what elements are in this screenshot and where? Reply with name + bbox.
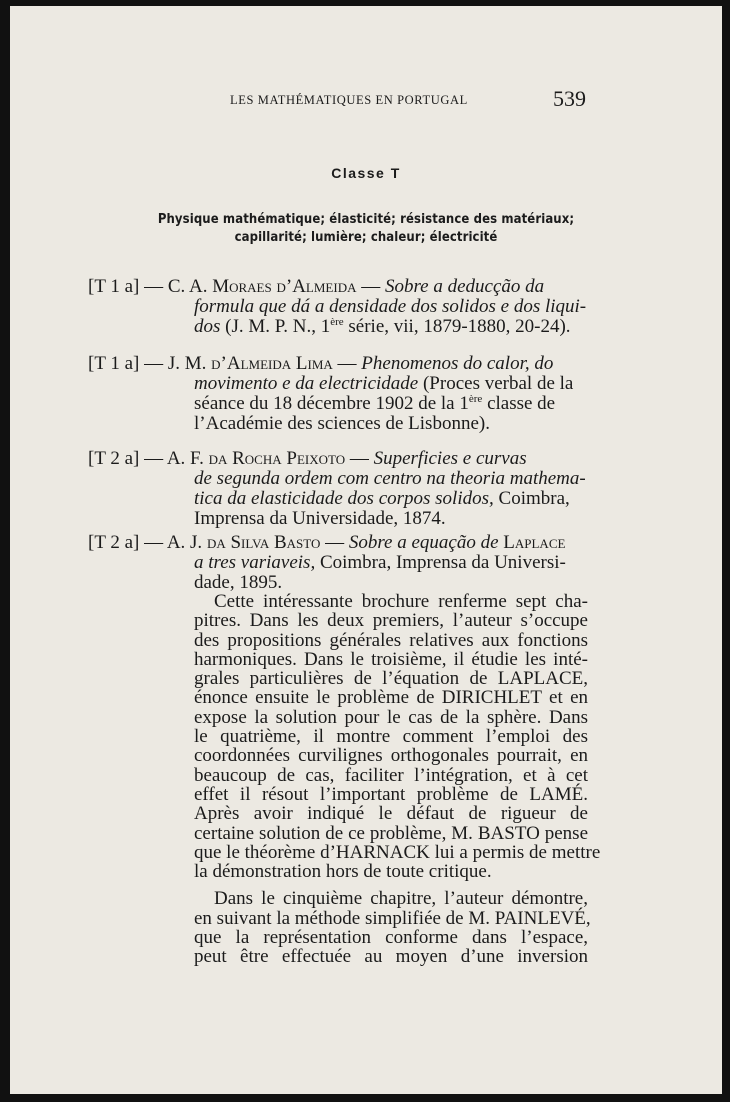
entry-3-continuation: de segunda ordem com centro na theoria mathema- tica da elasticidade dos corpos solidos, Coimbra, Imprensa da Universidade, 1874. <box>194 468 586 529</box>
subtitle-line-2: capillarité; lumière; chaleur; électricité <box>234 230 498 245</box>
subtitle-line-1: Physique mathématique; élasticité; résistance des matériaux; <box>157 212 575 227</box>
running-title: LES MATHÉMATIQUES EN PORTUGAL <box>230 93 468 107</box>
review-text <box>194 591 601 968</box>
entry-label: [T 1 a] <box>88 353 140 374</box>
entry-publication: (J. M. P. N., 1 <box>220 316 331 337</box>
book-page <box>10 6 722 1094</box>
page-content: LES MATHÉMATIQUES EN PORTUGAL 539 Classe T Physique mathématique; élasticité; résistance des matériaux; capillarité; lumière; chaleur; électricité [T 1 a] — C. A. Moraes d’Almeida — Sobre a deducção da formula que dá a densidade dos solidos e dos liqui- dos (J. M. P. N., 1ère série, vii, 1879-1880, 20-24). [T 1 a] — J. M. d’Almeida Lima — Phenomenos do calor, do movimento e da electricidade (Proces verbal de la séance du 18 décembre 1902 de la 1ère classe de l’Académie des sciences de Lisbonne). [T 2 a] — A. F. da Rocha Peixoto — Superficies e curvas de segunda ordem com centro na theoria mathema- tica da elasticidade dos corpos solidos, Coimbra, Imprensa da Universidade, 1874. [T 2 a] — A. J. da Silva Basto — Sobre a equação de Laplace a tres variaveis, Coimbra, Imprensa da Universi- dade, 1895. Cette intéressante brochure renferme sept cha- pitres. Dans les deux premiers, l’auteur s’occupe des propositions générales relatives aux fonctions harmoniques. Dans le troisième, il étudie les inté- grales particulières de l’équation de LAPLACE, énonce ensuite le problème de DIRICHLET et en expose la solution pour le cas de la sphère. Dans le quatrième, il montre comment l’emploi des coordonnées curvilignes orthogonales pourrait, en beaucoup de cas, faciliter l’intégration, et à cet effet il résout l’important problème de LAMÉ. Après avoir indiqué le défaut de rigueur de certaine solution de ce problème, M. BASTO pense que le théorème d’HARNACK lui a permis de mettre la démonstration hors de toute critique. Dans le cinquième chapitre, l’auteur démontre, en suivant la méthode simplifiée de M. PAINLEVÉ, que la représentation conforme dans l’espace, peut être effectuée au moyen d’une inversion <box>10 6 722 1094</box>
entry-label: [T 2 a] <box>88 448 140 469</box>
entry-1-continuation: formula que dá a densidade dos solidos e dos liqui- dos (J. M. P. N., 1ère série, vii, 1879-1880, 20-24). <box>194 296 587 337</box>
entry-4-continuation: a tres variaveis, Coimbra, Imprensa da Universi- dade, 1895. <box>194 552 566 593</box>
review-paragraph-1: Cette intéressante brochure renferme sept cha- pitres. Dans les deux premiers, l’auteur s’occupe des propositions générales relatives aux fonctions harmoniques. Dans le troisième, il étudie les inté- grales particulières de l’équation de LAPLACE, énonce ensuite le problème de DIRICHLET et en expose la solution pour le cas de la sphère. Dans le quatrième, il montre comment l’emploi des coordonnées curvilignes orthogonales pourrait, en beaucoup de cas, faciliter l’intégration, et à cet effet il résout l’important problème de LAMÉ. Après avoir indiqué le défaut de rigueur de certaine solution de ce problème, M. BASTO pense que le théorème d’HARNACK lui a permis de mettre la démonstration hors de toute critique. <box>194 591 601 883</box>
entry-label: [T 2 a] <box>88 532 140 553</box>
entry-title: Sobre a equação de <box>348 532 504 553</box>
entry-author: da Rocha Peixoto <box>208 448 346 469</box>
entry-title: Superficies e curvas <box>373 448 527 469</box>
entry-author: Moraes d’Almeida <box>212 276 357 297</box>
page-header <box>10 86 722 114</box>
page-number: 539 <box>553 86 586 111</box>
review-paragraph-2: Dans le cinquième chapitre, l’auteur démontre, en suivant la méthode simplifiée de M. PAINLEVÉ, que la représentation conforme dans l’espace, peut être effectuée au moyen d’une inversion <box>194 888 591 968</box>
entry-title: Sobre a deducção da <box>384 276 545 297</box>
entry-author: da Silva Basto <box>206 532 321 553</box>
section-subtitle <box>125 211 607 247</box>
entry-2-continuation: movimento e da electricidade (Proces verbal de la séance du 18 décembre 1902 de la 1ère classe de l’Académie des sciences de Lisbonne). <box>194 373 574 434</box>
section-title: Classe T <box>331 165 401 181</box>
entry-title: Phenomenos do calor, do <box>361 353 554 374</box>
entry-label: [T 1 a] <box>88 276 140 297</box>
entry-author: d’Almeida Lima <box>211 353 333 374</box>
